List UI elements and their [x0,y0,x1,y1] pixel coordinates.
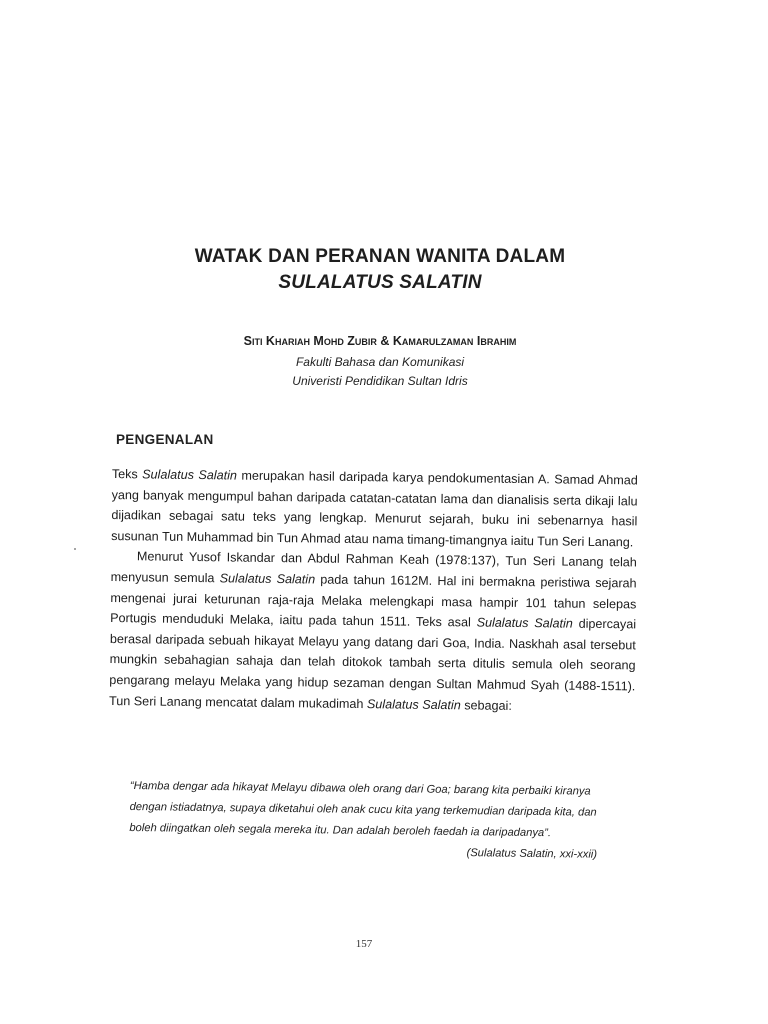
paragraph-1 [111,464,638,553]
text-run: sebagai: [460,697,512,713]
text-run: dipercayai berasal daripada sebuah hikayat Melayu yang datang dari Goa, India. Naskhah asal tersebut mungkin sebahagian sahaja dan telah ditokok tambah serta ditulis semula oleh seorang pengarang melayu Melaka yang hidup sezaman dengan Sultan Mahmud Syah (1488-1511). Tun Seri Lanang mencatat dalam mukadimah [109,616,637,711]
affiliation-faculty: Fakulti Bahasa dan Komunikasi [295,355,465,369]
block-quote [129,776,610,866]
quote-citation: (Sulalatus Salatin, xxi-xxii) [466,847,598,861]
author-names: Siti Khariah Mohd Zubir & Kamarulzaman Ibrahim [243,334,517,348]
text-run: pada tahun 1612M. Hal ini bermakna peristiwa sejarah mengenai jurai keturunan raja-raja Melaka melengkapi masa hampir 101 tahun selepas Portugis menduduki Melaka, iaitu pada tahun 1511. Teks asal [110,572,637,630]
affiliation-university: Univeristi Pendidikan Sultan Idris [292,374,468,388]
italic-title: Sulalatus Salatin [142,467,238,483]
section-heading: PENGENALAN [116,432,214,447]
title-line-2: SULALATUS SALATIN [278,272,482,293]
body-text [109,464,638,718]
text-run: Menurut Yusof Iskandar dan Abdul Rahman Keah (1978:137), Tun Seri Lanang telah menyusun semula [110,549,637,586]
italic-title: Sulalatus Salatin [219,571,316,587]
page-number: 157 [355,938,373,950]
quote-text: “Hamba dengar ada hikayat Melayu dibawa oleh orang dari Goa; barang kita perbaiki kiranya dengan istiadatnya, supaya diketahui oleh anak cucu kita yang terkemudian daripada kita, dan boleh diingatkan oleh segala mereka itu. Dan adalah beroleh faedah ia daripadanya”. [129,779,597,840]
text-run: merupakan hasil daripada karya pendokumentasian A. Samad Ahmad yang banyak mengumpul bahan daripada catatan-catatan lama dan dianalisis serta dikaji lalu dijadikan sebagai satu teks yang lengkap. Menurut sejarah, buku ini sebenarnya hasil susunan Tun Muhammad bin Tun Ahmad atau nama timang-timangnya iaitu Tun Seri Lanang. [111,468,638,550]
title-line-1: WATAK DAN PERANAN WANITA DALAM [194,246,566,267]
italic-title: Sulalatus Salatin [476,615,573,631]
scan-speck [74,548,76,550]
italic-title: Sulalatus Salatin [366,696,461,712]
paper-title [100,244,660,296]
paragraph-2 [109,546,637,717]
text-run: Teks [111,466,143,482]
